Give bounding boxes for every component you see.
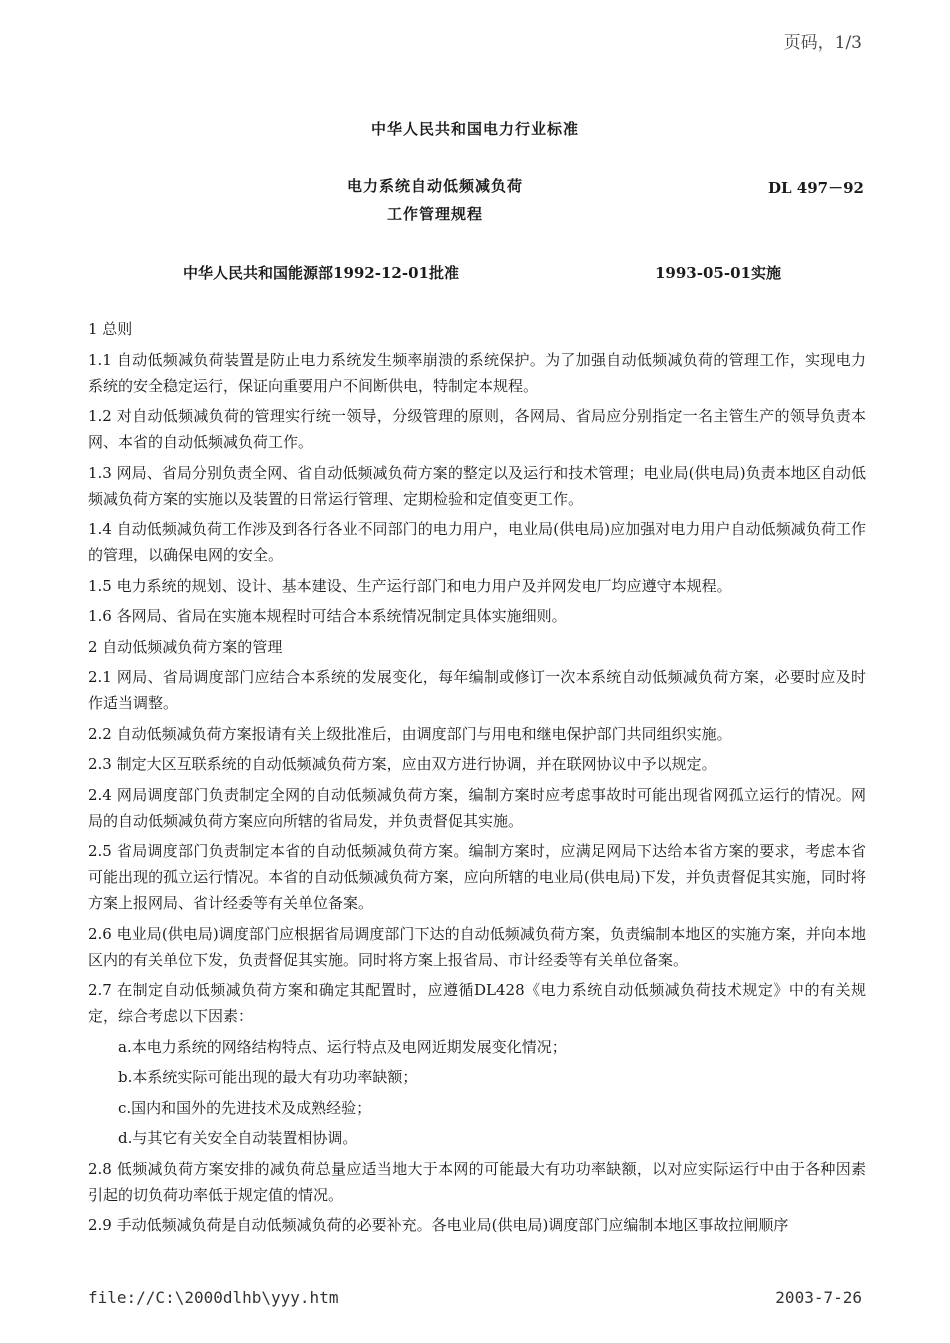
list-item: a.本电力系统的网络结构特点、运行特点及电网近期发展变化情况； [118, 1037, 567, 1056]
clause-paragraph: 2.6 电业局(供电局)调度部门应根据省局调度部门下达的自动低频减负荷方案，负责编制本地区的实施方案，并向本地区内的有关单位下发，负责督促其实施。同时将方案上报省局、市计经委等有关单位备案。 [88, 924, 866, 969]
clause-paragraph: 1.4 自动低频减负荷工作涉及到各行各业不同部门的电力用户，电业局(供电局)应加强对电力用户自动低频减负荷工作的管理，以确保电网的安全。 [88, 520, 866, 564]
document-title: 电力系统自动低频减负荷 [346, 177, 523, 195]
clause-paragraph: 1.6 各网局、省局在实施本规程时可结合本系统情况制定具体实施细则。 [88, 607, 567, 625]
clause-paragraph: 2.8 低频减负荷方案安排的减负荷总量应适当地大于本网的可能最大有功功率缺额，以对应实际运行中由于各种因素引起的切负荷功率低于规定值的情况。 [88, 1159, 866, 1204]
clause-paragraph: 1.1 自动低频减负荷装置是防止电力系统发生频率崩溃的系统保护。为了加强自动低频减负荷的管理工作，实现电力系统的安全稳定运行，保证向重要用户不间断供电，特制定本规程。 [88, 350, 866, 395]
list-item: c.国内和国外的先进技术及成熟经验； [118, 1098, 372, 1117]
clause-paragraph: 2.4 网局调度部门负责制定全网的自动低频减负荷方案，编制方案时应考虑事故时可能出现省网孤立运行的情况。网局的自动低频减负荷方案应向所辖的省局发，并负责督促其实施。 [88, 785, 866, 830]
section-heading: 1 总则 [88, 320, 133, 338]
clause-paragraph: 2.1 网局、省局调度部门应结合本系统的发展变化，每年编制或修订一次本系统自动低频减负荷方案，必要时应及时作适当调整。 [88, 668, 866, 712]
clause-paragraph: 1.2 对自动低频减负荷的管理实行统一领导，分级管理的原则，各网局、省局应分别指定一名主管生产的领导负责本网、本省的自动低频减负荷工作。 [88, 407, 866, 451]
clause-paragraph: 2.7 在制定自动低频减负荷方案和确定其配置时，应遵循DL428《电力系统自动低频减负荷技术规定》中的有关规定，综合考虑以下因素： [88, 981, 866, 1025]
clause-paragraph: 2.5 省局调度部门负责制定本省的自动低频减负荷方案。编制方案时，应满足网局下达给本省方案的要求，考虑本省可能出现的孤立运行情况。本省的自动低频减负荷方案，应向所辖的电业局(供电局)下发，并负责督促其实施，同时将方案上报网局、省计经委等有关单位备案。 [88, 842, 866, 912]
list-item: b.本系统实际可能出现的最大有功功率缺额； [118, 1068, 418, 1086]
clause-paragraph: 2.2 自动低频减负荷方案报请有关上级批准后，由调度部门与用电和继电保护部门共同组织实施。 [88, 724, 732, 743]
clause-paragraph: 1.5 电力系统的规划、设计、基本建设、生产运行部门和电力用户及并网发电厂均应遵守本规程。 [88, 576, 732, 595]
clause-paragraph: 1.3 网局、省局分别负责全网、省自动低频减负荷方案的整定以及运行和技术管理；电业局(供电局)负责本地区自动低频减负荷方案的实施以及装置的日常运行管理、定期检验和定值变更工作。 [88, 463, 866, 508]
approval-line: 中华人民共和国能源部1992-12-01批准 [183, 264, 459, 282]
document-subtitle: 工作管理规程 [386, 205, 483, 223]
list-item: d.与其它有关安全自动装置相协调。 [118, 1129, 358, 1147]
section-heading: 2 自动低频减负荷方案的管理 [88, 637, 283, 656]
clause-paragraph: 2.9 手动低频减负荷是自动低频减负荷的必要补充。各电业局(供电局)调度部门应编制本地区事故拉闸顺序 [88, 1216, 789, 1234]
document-body [88, 316, 866, 1243]
footer-file-path: file://C:\2000dlhb\yyy.htm [88, 1288, 339, 1307]
standard-code: DL 497－92 [768, 179, 864, 197]
standard-title: 中华人民共和国电力行业标准 [370, 120, 579, 138]
page-number: 页码，1/3 [783, 33, 862, 53]
clause-paragraph: 2.3 制定大区互联系统的自动低频减负荷方案，应由双方进行协调，并在联网协议中予以规定。 [88, 755, 717, 773]
effective-date: 1993-05-01实施 [655, 264, 781, 282]
footer-date: 2003-7-26 [775, 1288, 862, 1307]
